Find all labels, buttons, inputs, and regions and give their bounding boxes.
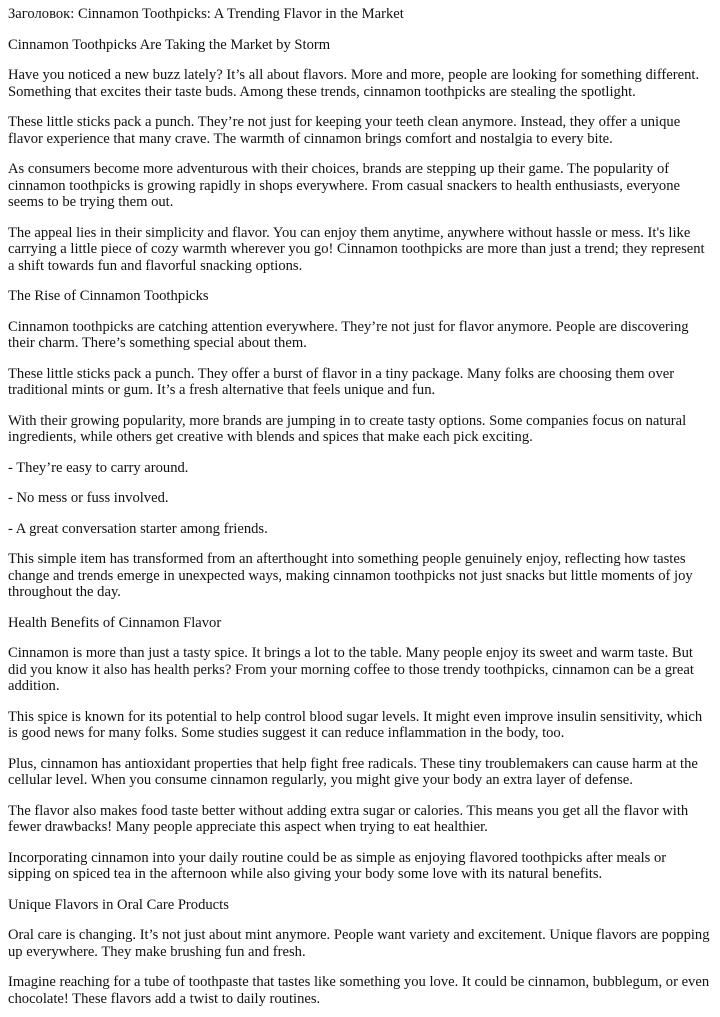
paragraph: As consumers become more adventurous with their choices, brands are stepping up their game. The popularity of cinnamon toothpicks is growing rapidly in shops everywhere. From casual snackers to health enthusiasts, everyone seems to be trying them out. — [8, 161, 680, 210]
list-item: - They’re easy to carry around. — [8, 459, 189, 476]
paragraph: Oral care is changing. It’s not just about mint anymore. People want variety and excitement. Unique flavors are popping up everywhere. They make brushing fun and fresh. — [8, 927, 710, 960]
section-heading: Unique Flavors in Oral Care Products — [8, 896, 229, 913]
paragraph: With their growing popularity, more brands are jumping in to create tasty options. Some companies focus on natural ingredients, while others get creative with blends and spices that make each pick exciting. — [8, 412, 687, 445]
paragraph: Have you noticed a new buzz lately? It’s all about flavors. More and more, people are looking for something different. Something that excites their taste buds. Among these trends, cinnamon toothpicks are stealing the spotlight. — [8, 67, 700, 100]
paragraph: These little sticks pack a punch. They’re not just for keeping your teeth clean anymore. Instead, they offer a unique flavor experience that many crave. The warmth of cinnamon brings comfort and nostalgia to every bite. — [8, 114, 681, 147]
paragraph: The appeal lies in their simplicity and flavor. You can enjoy them anytime, anywhere without hassle or mess. It's like carrying a little piece of cozy warmth wherever you go! Cinnamon toothpicks are more than just a trend; they represent a shift towards fun and flavorful snacking options. — [8, 224, 705, 274]
paragraph: Cinnamon toothpicks are catching attention everywhere. They’re not just for flavor anymore. People are discovering their charm. There’s something special about them. — [8, 318, 689, 351]
paragraph: Imagine reaching for a tube of toothpaste that tastes like something you love. It could be cinnamon, bubblegum, or even chocolate! These flavors add a twist to daily routines. — [8, 974, 710, 1007]
section-heading: The Rise of Cinnamon Toothpicks — [8, 288, 209, 304]
paragraph: This simple item has transformed from an afterthought into something people genuinely enjoy, reflecting how tastes change and trends emerge in unexpected ways, making cinnamon toothpicks not just snacks but little moments of joy throughout the day. — [8, 551, 693, 600]
document-title: Заголовок: Cinnamon Toothpicks: A Trending Flavor in the Market — [8, 6, 404, 22]
paragraph: Plus, cinnamon has antioxidant properties that help fight free radicals. These tiny troublemakers can cause harm at the cellular level. When you consume cinnamon regularly, you might give your body an extra layer of defense. — [8, 755, 698, 788]
list-item: - A great conversation starter among friends. — [8, 520, 268, 537]
paragraph: Incorporating cinnamon into your daily routine could be as simple as enjoying flavored toothpicks after meals or sipping on spiced tea in the afternoon while also giving your body some love with its natural benefits. — [8, 849, 667, 882]
section-heading: Health Benefits of Cinnamon Flavor — [8, 614, 222, 631]
paragraph: The flavor also makes food taste better without adding extra sugar or calories. This means you get all the flavor with fewer drawbacks! Many people appreciate this aspect when trying to eat healthier. — [8, 802, 689, 835]
list-item: - No mess or fuss involved. — [8, 490, 169, 506]
paragraph: Cinnamon is more than just a tasty spice. It brings a lot to the table. Many people enjoy its sweet and warm taste. But did you know it also has health perks? From your morning coffee to those trendy toothpicks, cinnamon can be a great addition. — [8, 645, 694, 694]
paragraph: These little sticks pack a punch. They offer a burst of flavor in a tiny package. Many folks are choosing them over traditional mints or gum. It’s a fresh alternative that feels unique and fun. — [8, 365, 675, 398]
article-heading: Cinnamon Toothpicks Are Taking the Market by Storm — [8, 36, 331, 53]
paragraph: This spice is known for its potential to help control blood sugar levels. It might even improve insulin sensitivity, which is good news for many folks. Some studies suggest it can reduce inflammation in the body, too. — [8, 708, 703, 741]
